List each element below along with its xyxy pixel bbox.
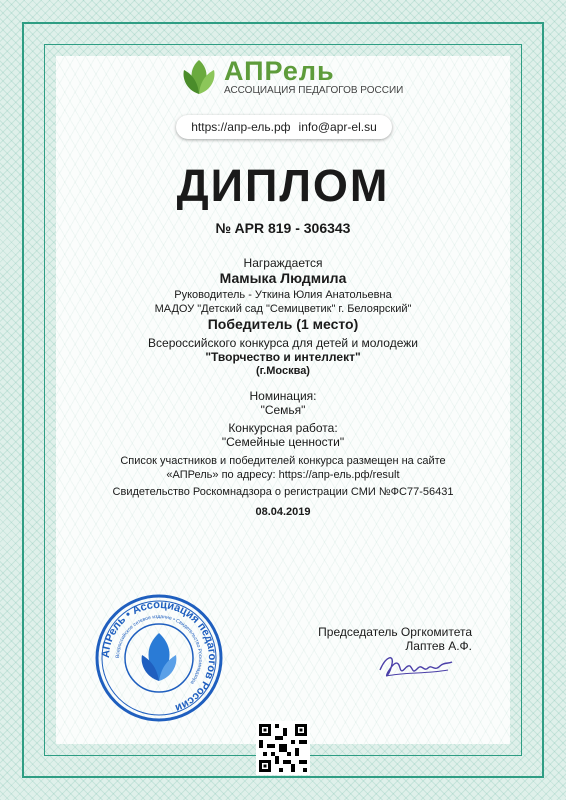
stamp-outer-text: АПРель • Ассоциация педагогов России	[99, 598, 219, 715]
registration-text: Свидетельство Роскомнадзора о регистрации СМИ №ФС77-56431	[112, 486, 454, 498]
supervisor: Руководитель - Уткина Юлия Анатольевна	[174, 289, 392, 301]
apr-logo	[178, 56, 403, 98]
nomination-value: "Семья"	[260, 403, 306, 417]
diploma-number: № APR 819 - 306343	[215, 220, 351, 236]
seal-stamp	[94, 593, 224, 723]
place-result: Победитель (1 место)	[207, 316, 359, 332]
signer-position: Председатель Оргкомитета	[318, 625, 472, 639]
signature-block	[318, 625, 472, 653]
logo-name: АПРель	[224, 56, 335, 86]
contacts-bar	[176, 115, 392, 139]
stamp-small-text: Всероссийское сетевое издание • Свидетельство Роскомнадзора	[114, 613, 204, 686]
handwritten-signature	[376, 650, 456, 686]
contest-type: Всероссийского конкурса для детей и молодежи	[148, 336, 418, 350]
logo-subtitle: АССОЦИАЦИЯ ПЕДАГОГОВ РОССИИ	[224, 85, 404, 96]
nomination-label: Номинация:	[249, 389, 317, 403]
signer-name: Лаптев А.Ф.	[405, 639, 472, 653]
list-line-2: «АПРель» по адресу: https://апр-ель.рф/result	[166, 469, 400, 481]
contest-name: "Творчество и интеллект"	[205, 350, 361, 364]
list-line-1: Список участников и победителей конкурса размещен на сайте	[120, 455, 446, 467]
awarded-label: Награждается	[243, 256, 323, 270]
issue-date: 08.04.2019	[255, 506, 311, 518]
qr-code[interactable]	[256, 721, 310, 775]
contest-city: (г.Москва)	[256, 365, 310, 377]
email-link[interactable]: info@apr-el.su	[298, 120, 377, 134]
recipient-name: Мамыка Людмила	[219, 270, 347, 286]
site-link[interactable]: https://апр-ель.рф	[191, 120, 291, 134]
work-label: Конкурсная работа:	[228, 421, 338, 435]
leaf-icon	[178, 56, 220, 98]
diploma-title: ДИПЛОМ	[176, 160, 390, 211]
work-value: "Семейные ценности"	[221, 435, 345, 449]
institution: МАДОУ "Детский сад "Семицветик" г. Белоярский"	[154, 303, 412, 315]
